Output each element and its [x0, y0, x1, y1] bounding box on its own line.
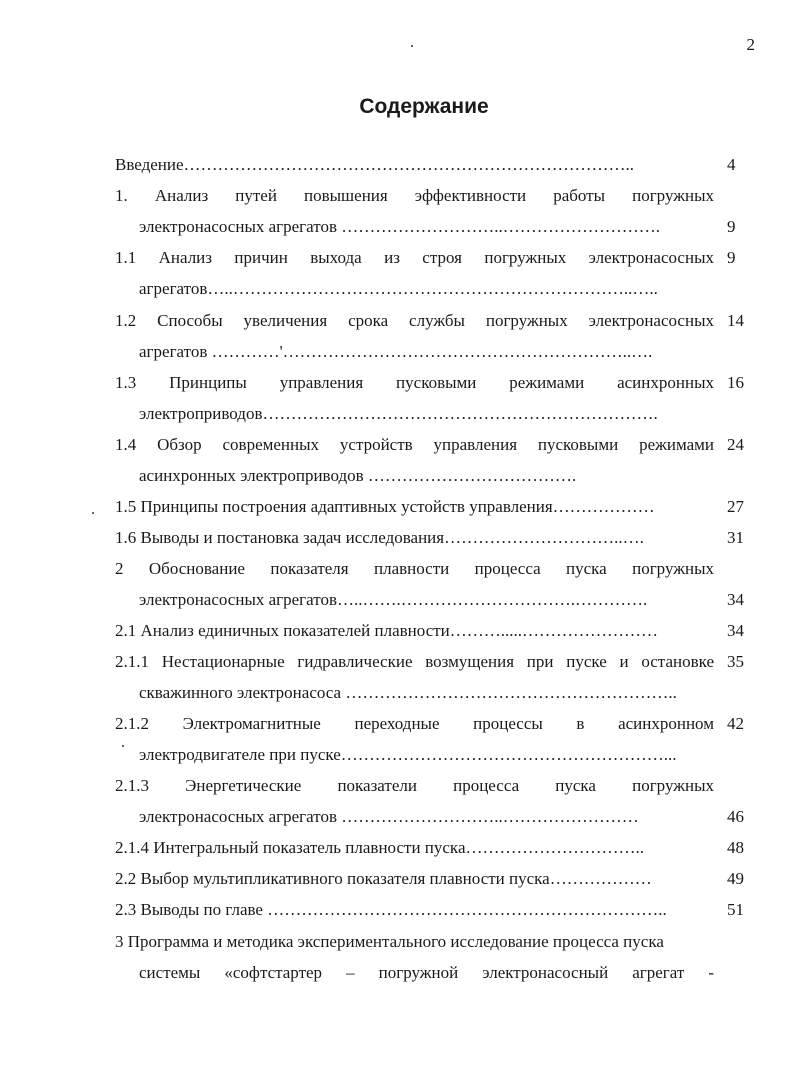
toc-entry-1-4-line1: 1.4 Обзор современных устройств управления пусковыми режимами [115, 435, 714, 454]
toc-page-2-1-1: 35 [727, 652, 744, 671]
toc-entry-1-2-line1: 1.2 Способы увеличения срока службы погружных электронасосных [115, 311, 714, 330]
toc-entry-3-line2: системы «софтстартер – погружной электронасосный агрегат - [139, 963, 714, 982]
toc-page-1-5: 27 [727, 497, 744, 516]
toc-entry-2-1-4: 2.1.4 Интегральный показатель плавности пуска………………………….. [115, 838, 644, 857]
toc-entry-2-2: 2.2 Выбор мультипликативного показателя плавности пуска……………… [115, 869, 652, 888]
toc-entry-2-1-3-line1: 2.1.3 Энергетические показатели процесса пуска погружных [115, 776, 714, 795]
toc-page-1: 9 [727, 217, 736, 236]
toc-page-2-1-3: 46 [727, 807, 744, 826]
scan-speck [411, 45, 413, 47]
toc-entry-2-3: 2.3 Выводы по главе …………………………………………………………….. [115, 900, 667, 919]
toc-entry-2-1-1-line2: скважинного электронасоса ………………………………………………….. [139, 683, 677, 702]
toc-entry-2-1-1-line1: 2.1.1 Нестационарные гидравлические возмущения при пуске и остановке [115, 652, 714, 671]
toc-entry-2-line1: 2 Обоснование показателя плавности процесса пуска погружных [115, 559, 714, 578]
scan-speck [122, 745, 124, 747]
toc-entry-3-line1: 3 Программа и методика экспериментального исследование процесса пуска [115, 932, 664, 951]
toc-entry-1-3-line2: электроприводов……………………………………………………………. [139, 404, 658, 423]
toc-entry-1-3-line1: 1.3 Принципы управления пусковыми режимами асинхронных [115, 373, 714, 392]
toc-entry-1-4-line2: асинхронных электроприводов ………………………………. [139, 466, 577, 485]
toc-entry-2-1: 2.1 Анализ единичных показателей плавности……….....…………………… [115, 621, 659, 640]
toc-page-2-1: 34 [727, 621, 744, 640]
scan-speck [92, 512, 94, 514]
toc-page-2-3: 51 [727, 900, 744, 919]
toc-entry-1-1-line1: 1.1 Анализ причин выхода из строя погружных электронасосных [115, 248, 714, 267]
toc-entry-1-6: 1.6 Выводы и постановка задач исследования…………………………..…. [115, 528, 644, 547]
toc-entry-2-1-2-line1: 2.1.2 Электромагнитные переходные процессы в асинхронном [115, 714, 714, 733]
toc-entry-1-line2: электронасосных агрегатов ………………………..………………………. [139, 217, 660, 236]
toc-entry-2-line2: электронасосных агрегатов…..…….………………………….…………. [139, 590, 648, 609]
toc-page-2-1-4: 48 [727, 838, 744, 857]
toc-page-intro: 4 [727, 155, 736, 174]
toc-page-2: 34 [727, 590, 744, 609]
toc-page-1-3: 16 [727, 373, 744, 392]
toc-entry-1-5: 1.5 Принципы построения адаптивных устойств управления……………… [115, 497, 655, 516]
toc-entry-1-2-line2: агрегатов …………'……………………………………………………..…. [139, 342, 653, 361]
toc-page-2-1-2: 42 [727, 714, 744, 733]
toc-entry-1-line1: 1. Анализ путей повышения эффективности работы погружных [115, 186, 714, 205]
toc-page-1-2: 14 [727, 311, 744, 330]
toc-page-1-1: 9 [727, 248, 736, 267]
toc-entry-2-1-3-line2: электронасосных агрегатов ………………………..…………………… [139, 807, 639, 826]
toc-entry-1-1-line2: агрегатов…..……………………………………………………………..….. [139, 279, 658, 298]
page-number: 2 [746, 35, 755, 54]
page-title: Содержание [359, 95, 489, 118]
toc-entry-intro: Введение…………………………………………………………………….. [115, 155, 635, 174]
toc-page-1-4: 24 [727, 435, 744, 454]
toc-page-1-6: 31 [727, 528, 744, 547]
toc-page-2-2: 49 [727, 869, 744, 888]
toc-entry-2-1-2-line2: электродвигателе при пуске…………………………………………………... [139, 745, 677, 764]
